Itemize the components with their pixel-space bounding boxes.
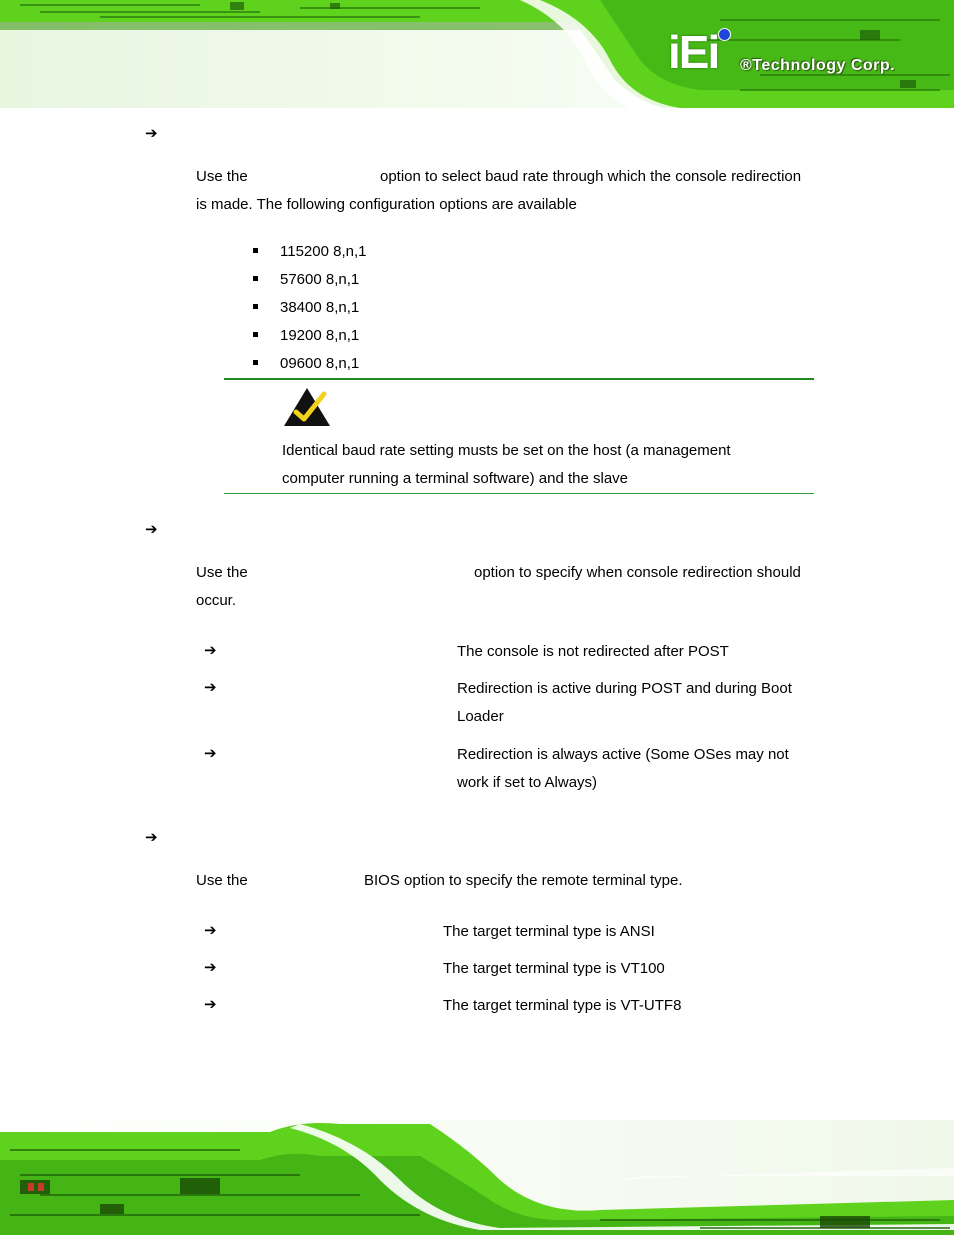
option-arrow-icon: ➔: [204, 641, 217, 659]
option-arrow-icon: ➔: [204, 678, 217, 696]
option-arrow-icon: ➔: [204, 958, 217, 976]
term-para-pre: Use the: [196, 872, 248, 889]
note-line-1: Identical baud rate setting musts be set on the host (a management: [282, 442, 731, 459]
footer-pcb-graphic: [0, 1120, 954, 1235]
redir-option-desc-cont: Loader: [457, 708, 504, 725]
redir-option-desc: Redirection is active during POST and during Boot: [457, 680, 792, 697]
footer-banner: [0, 1120, 954, 1235]
section-arrow-icon: ➔: [145, 124, 158, 142]
term-option-desc: The target terminal type is VT-UTF8: [443, 997, 682, 1014]
term-option-desc: The target terminal type is ANSI: [443, 923, 655, 940]
note-bottom-rule: [224, 493, 814, 494]
section-arrow-icon: ➔: [145, 520, 158, 538]
baud-option: 09600 8,n,1: [280, 355, 360, 372]
header-banner: [0, 0, 954, 112]
redir-para-post: option to specify when console redirection should: [474, 564, 801, 581]
redir-option-desc: The console is not redirected after POST: [457, 643, 729, 660]
bullet-icon: [253, 360, 258, 365]
note-top-rule: [224, 378, 814, 380]
header-pcb-graphic: [0, 0, 954, 112]
baud-option: 57600 8,n,1: [280, 271, 360, 288]
baud-para-pre: Use the: [196, 168, 248, 185]
term-para-post: BIOS option to specify the remote terminal type.: [364, 872, 683, 889]
checkmark-note-icon: [282, 386, 332, 428]
baud-option: 38400 8,n,1: [280, 299, 360, 316]
option-arrow-icon: ➔: [204, 921, 217, 939]
baud-para-post: option to select baud rate through which the console redirection: [380, 168, 802, 185]
redir-para-pre: Use the: [196, 564, 248, 581]
redir-option-desc: Redirection is always active (Some OSes may not: [457, 746, 789, 763]
logo-mark: iEi: [668, 26, 719, 78]
baud-option: 19200 8,n,1: [280, 327, 360, 344]
bullet-icon: [253, 248, 258, 253]
logo-dot-icon: [718, 28, 731, 41]
option-arrow-icon: ➔: [204, 744, 217, 762]
bullet-icon: [253, 304, 258, 309]
bullet-icon: [253, 276, 258, 281]
redir-option-desc-cont: work if set to Always): [457, 774, 598, 791]
note-line-2: computer running a terminal software) and the slave: [282, 470, 629, 487]
baud-option: 115200 8,n,1: [280, 243, 367, 260]
logo-text: ®Technology Corp.: [740, 57, 896, 74]
term-option-desc: The target terminal type is VT100: [443, 960, 665, 977]
section-arrow-icon: ➔: [145, 828, 158, 846]
option-arrow-icon: ➔: [204, 995, 217, 1013]
baud-para-line2: is made. The following configuration options are available: [196, 196, 577, 213]
redir-para-line2: occur.: [196, 592, 237, 609]
iei-logo: [668, 28, 738, 76]
bullet-icon: [253, 332, 258, 337]
